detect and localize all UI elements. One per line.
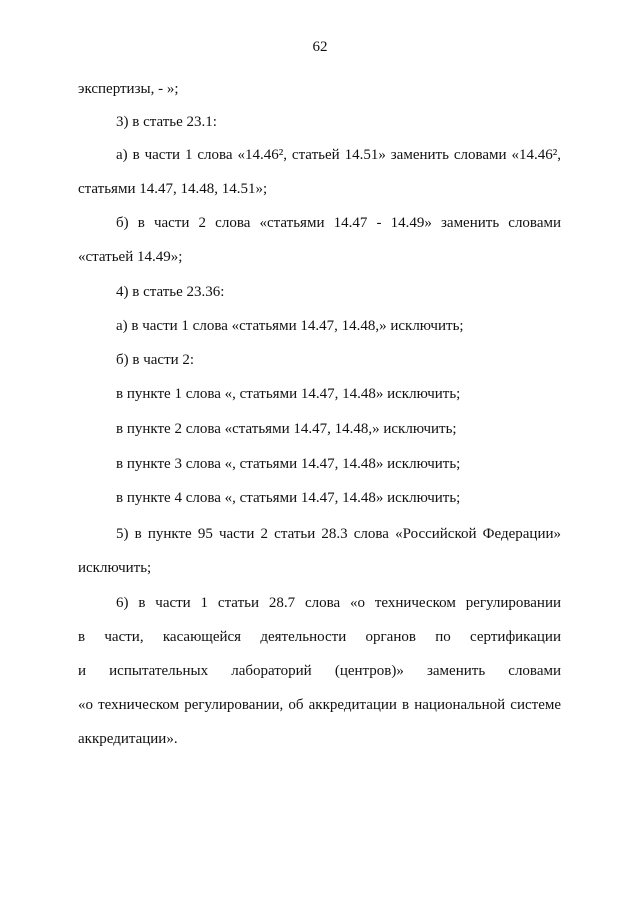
paragraph-line: аккредитации». [78, 731, 178, 747]
paragraph-line: 6) в части 1 статьи 28.7 слова «о техническом регулировании [116, 595, 561, 611]
paragraph-line: в части, касающейся деятельности органов по сертификации [78, 629, 561, 645]
paragraph-line: и испытательных лабораторий (центров)» заменить словами [78, 663, 561, 679]
paragraph-line: б) в части 2: [116, 352, 195, 368]
paragraph-line: в пункте 1 слова «, статьями 14.47, 14.48» исключить; [116, 386, 461, 402]
paragraph-line: экспертизы, - »; [78, 81, 179, 97]
paragraph-line: статьями 14.47, 14.48, 14.51»; [78, 181, 268, 197]
paragraph-line: 3) в статье 23.1: [116, 114, 217, 130]
paragraph-line: в пункте 2 слова «статьями 14.47, 14.48,» исключить; [116, 421, 457, 437]
paragraph-line: «статьей 14.49»; [78, 249, 183, 265]
paragraph-line: в пункте 4 слова «, статьями 14.47, 14.48» исключить; [116, 490, 461, 506]
paragraph-line: б) в части 2 слова «статьями 14.47 - 14.49» заменить словами [116, 215, 561, 231]
paragraph-line: в пункте 3 слова «, статьями 14.47, 14.48» исключить; [116, 456, 461, 472]
paragraph-line: исключить; [78, 560, 152, 576]
paragraph-line: «о техническом регулировании, об аккредитации в национальной системе [78, 697, 561, 713]
page-number: 62 [312, 39, 328, 55]
paragraph-line: 5) в пункте 95 части 2 статьи 28.3 слова «Российской Федерации» [116, 526, 561, 542]
paragraph-line: а) в части 1 слова «статьями 14.47, 14.48,» исключить; [116, 318, 464, 334]
paragraph-line: 4) в статье 23.36: [116, 284, 225, 300]
paragraph-line: а) в части 1 слова «14.46², статьей 14.51» заменить словами «14.46², [116, 147, 561, 163]
